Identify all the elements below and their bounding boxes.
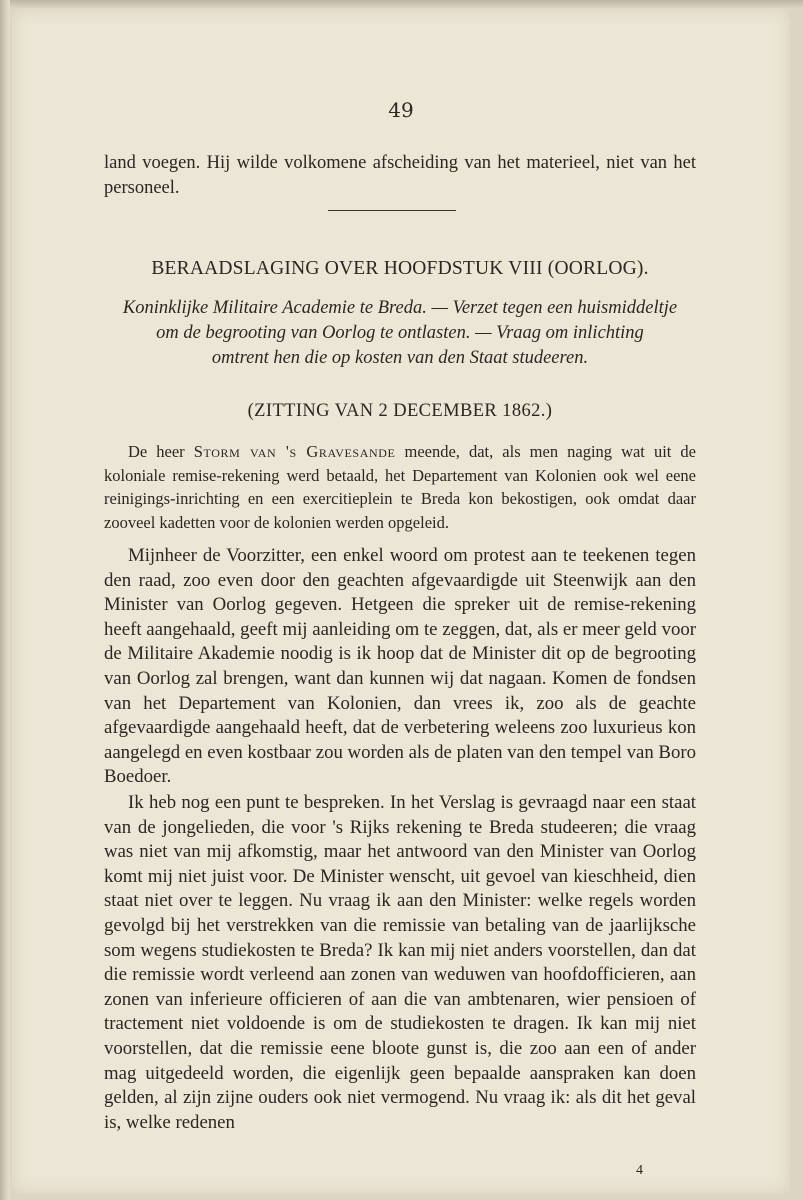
section-summary: [104, 296, 696, 371]
speaker-prefix: De heer: [128, 442, 185, 461]
page-number: 49: [388, 98, 414, 122]
section-heading: BERAADSLAGING OVER HOOFDSTUK VIII (OORLOG).: [151, 258, 649, 279]
speaker-summary-text: meende, dat, als men naging wat uit de koloniale remise-rekening werd betaald, het Departement van Kolonien ook wel eene reinigings-inrichting en een exercitieplein te Breda kon bekostigen, ook omdat daar zooveel kadetten voor de kolonien werden opgeleid.: [104, 442, 696, 532]
scan-top-edge: [0, 0, 803, 8]
section-divider: [328, 210, 456, 211]
continuation-text: land voegen. Hij wilde volkomene afscheiding van het materieel, niet van het personeel.: [104, 153, 696, 198]
scan-left-edge: [0, 0, 10, 1200]
speech-paragraph: Mijnheer de Voorzitter, een enkel woord om protest aan te teekenen tegen den raad, zoo even door den geachten afgevaardigde uit Steenwijk aan den Minister van Oorlog gegeven. Hetgeen die spreker uit de remise-rekening heeft aangehaald, geeft mij aanleiding om te zeggen, dat, als er meer geld voor de Militaire Akademie noodig is ik hoop dat de Minister dit op de begrooting van Oorlog zal brengen, want dan kunnen wij dat nagaan. Komen de fondsen van het Departement van Kolonien, dan vrees ik, zoo als de geachte afgevaardigde aangehaald heeft, dat de verbetering weleens zoo luxurieus kon aangelegd en even kostbaar zou worden als de platen van den tempel van Boro Boedoer.: [104, 545, 696, 788]
book-page: [12, 8, 790, 1194]
speaker-summary: [104, 440, 696, 534]
signature-mark: 4: [636, 1163, 643, 1178]
summary-line: om de begrooting van Oorlog te ontlasten. — Vraag om inlichting: [156, 323, 644, 343]
session-date: (ZITTING VAN 2 DECEMBER 1862.): [247, 401, 553, 421]
summary-line: omtrent hen die op kosten van den Staat studeeren.: [211, 348, 589, 368]
speech-paragraph: Ik heb nog een punt te bespreken. In het Verslag is gevraagd naar een staat van de jongelieden, die voor 's Rijks rekening te Breda studeeren; die vraag was niet van mij afkomstig, maar het antwoord van den Minister van Oorlog komt mij niet juist voor. De Minister wenscht, uit gevoel van kieschheid, dien staat niet over te leggen. Nu vraag ik aan den Minister: welke regels worden gevolgd bij het verstrekken van die remissie van betaling van de jaarlijksche som wegens studiekosten te Breda? Ik kan mij niet anders voorstellen, dan dat die remissie wordt verleend aan zonen van weduwen van hoofdofficieren, aan zonen van inferieure officieren of aan die van ambtenaren, wier pensioen of tractement niet voldoende is om de studiekosten te dragen. Ik kan mij niet voorstellen, dat die remissie eene bloote gunst is, die zoo aan een of ander mag uitgedeeld worden, die eigenlijk geen bepaalde aanspraken kan doen gelden, al zijn zijne ouders ook niet vermogend. Nu vraag ik: als dit het geval is, welke redenen: [104, 792, 696, 1133]
speaker-name: Storm van 's Gravesande: [193, 442, 396, 461]
summary-line: Koninklijke Militaire Academie te Breda. — Verzet tegen een huismiddeltje: [122, 298, 678, 318]
